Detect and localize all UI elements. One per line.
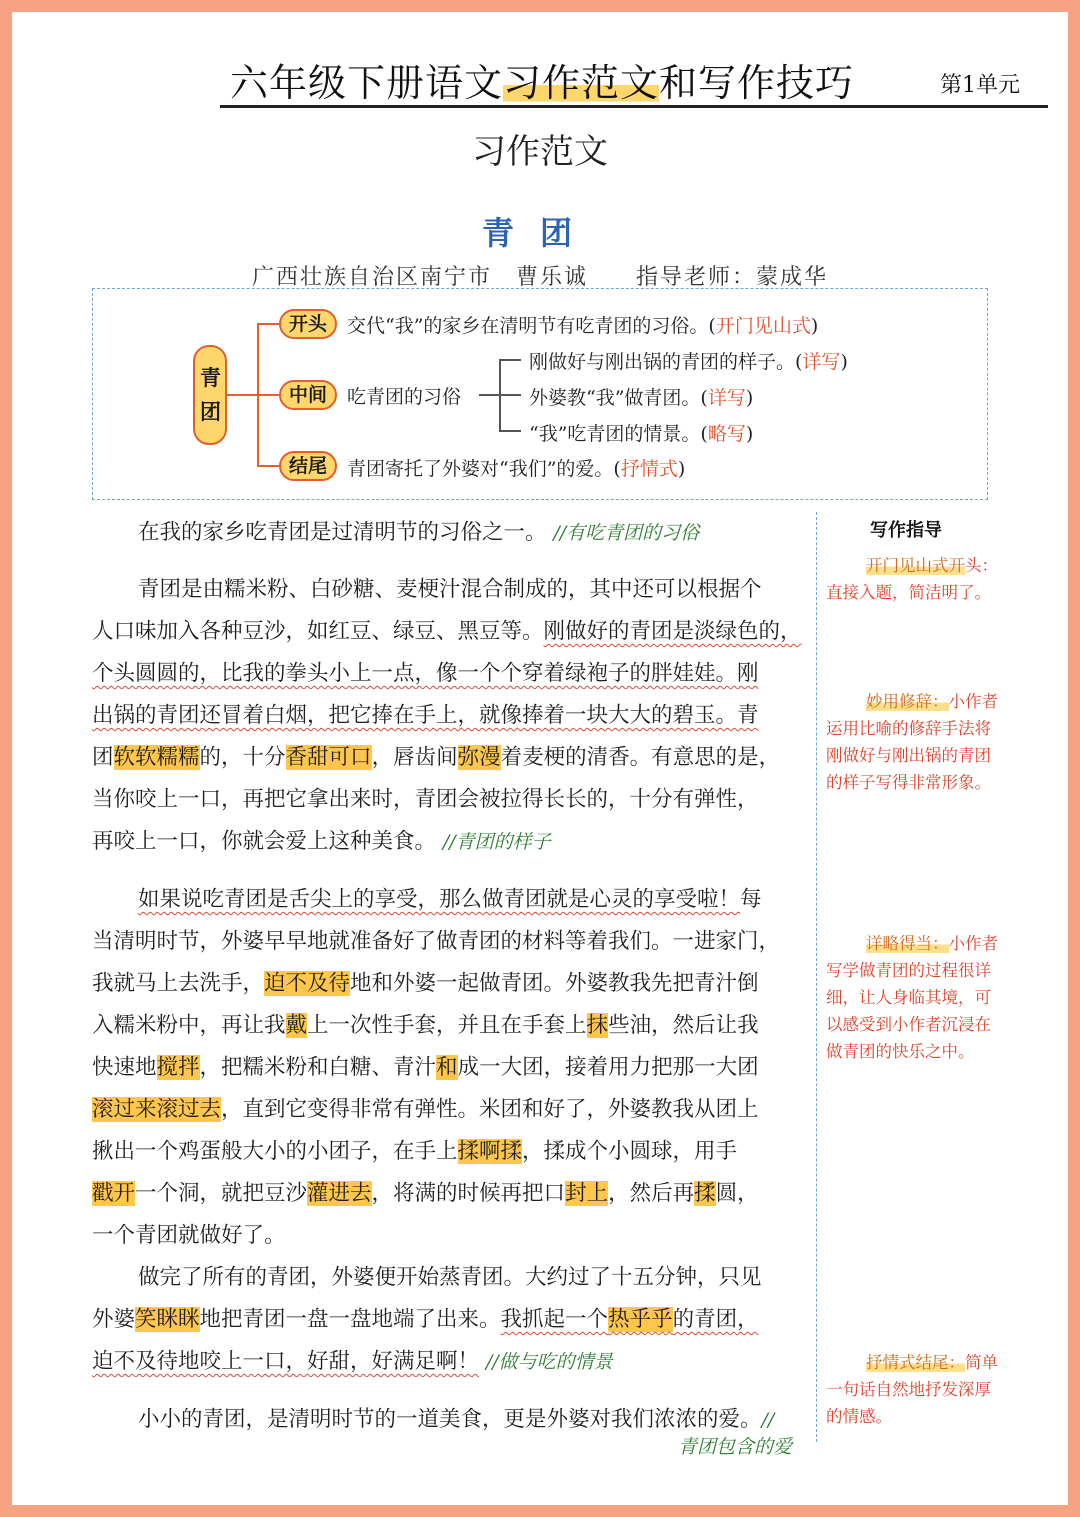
paragraph-3-line: 快速地搅拌，把糯米粉和白糖、青汁和成一大团，接着用力把那一大团 xyxy=(92,1055,759,1080)
paragraph-1: 在我的家乡吃青团是过清明节的习俗之一。 //有吃青团的习俗 xyxy=(138,520,700,545)
connector xyxy=(479,394,499,396)
page xyxy=(12,12,1068,1505)
outline-node-middle: 中间 xyxy=(279,380,337,410)
margin-note: //做与吃的情景 xyxy=(485,1351,613,1373)
margin-note: //有吃青团的习俗 xyxy=(553,522,700,544)
paragraph-4-line: 做完了所有的青团，外婆便开始蒸青团。大约过了十五分钟，只见 xyxy=(138,1265,762,1290)
paragraph-3-line: 滚过来滚过去，直到它变得非常有弹性。米团和好了，外婆教我从团上 xyxy=(92,1097,759,1122)
connector xyxy=(499,430,521,432)
title-rule xyxy=(220,105,1048,108)
sidebar-heading: 写作指导 xyxy=(870,520,942,541)
outline-node-opening: 开头 xyxy=(279,309,337,339)
connector xyxy=(499,394,521,396)
main-title: 六年级下册语文习作范文和写作技巧 xyxy=(230,61,855,105)
section-title: 习作范文 xyxy=(472,132,608,172)
sidebar-tip: 详略得当：小作者写学做青团的过程很详细，让人身临其境，可以感受到小作者沉浸在做青团的快乐之中。 xyxy=(826,934,998,1061)
connector xyxy=(257,394,279,396)
paragraph-2-line: 青团是由糯米粉、白砂糖、麦梗汁混合制成的，其中还可以根据个 xyxy=(138,577,762,602)
column-divider xyxy=(816,512,817,1442)
paragraph-3-line: 我就马上去洗手，迫不及待地和外婆一起做青团。外婆教我先把青汁倒 xyxy=(92,971,759,996)
outline-opening-text: 交代“我”的家乡在清明节有吃青团的习俗。(开门见山式) xyxy=(347,315,819,337)
sidebar-tip: 抒情式结尾：简单一句话自然地抒发深厚的情感。 xyxy=(826,1353,998,1426)
unit-label: 第1单元 xyxy=(940,73,1020,98)
paragraph-5: 小小的青团，是清明时节的一道美食，更是外婆对我们浓浓的爱。// xyxy=(138,1407,775,1432)
paragraph-2-line: 人口味加入各种豆沙，如红豆、绿豆、黑豆等。刚做好的青团是淡绿色的， xyxy=(92,619,802,644)
outline-node-ending: 结尾 xyxy=(279,451,337,481)
outline-middle-item: 外婆教“我”做青团。(详写) xyxy=(529,387,754,409)
paragraph-3-line: 如果说吃青团是舌尖上的享受，那么做青团就是心灵的享受啦！每 xyxy=(138,887,762,912)
outline-ending-text: 青团寄托了外婆对“我们”的爱。(抒情式) xyxy=(347,458,686,480)
author-line: 广西壮族自治区南宁市 曹乐诚 指导老师：蒙成华 xyxy=(251,265,828,290)
outline-root-label: 青团 xyxy=(200,365,221,424)
structure-outline xyxy=(92,288,988,500)
paragraph-3-line: 入糯米粉中，再让我戴上一次性手套，并且在手套上抹些油，然后让我 xyxy=(92,1013,759,1038)
paragraph-3-line: 揪出一个鸡蛋般大小的小团子，在手上揉啊揉，揉成个小圆球，用手 xyxy=(92,1139,738,1164)
connector xyxy=(499,359,521,361)
outline-middle-item: “我”吃青团的情景。(略写) xyxy=(529,423,754,445)
outline-middle-item: 刚做好与刚出锅的青团的样子。(详写) xyxy=(529,351,848,373)
outline-middle-text: 吃青团的习俗 xyxy=(347,386,462,408)
paragraph-2-line: 再咬上一口，你就会爱上这种美食。 //青团的样子 xyxy=(92,829,551,854)
essay-title: 青团 xyxy=(481,214,598,252)
connector xyxy=(257,323,279,325)
paragraph-2-line: 个头圆圆的，比我的拳头小上一点，像一个个穿着绿袍子的胖娃娃。刚 xyxy=(92,661,759,686)
paragraph-4-line: 外婆笑眯眯地把青团一盘一盘地端了出来。我抓起一个热乎乎的青团， xyxy=(92,1307,759,1332)
paragraph-2-line: 出锅的青团还冒着白烟，把它捧在手上，就像捧着一块大大的碧玉。青 xyxy=(92,703,759,728)
outline-root xyxy=(193,345,227,445)
sidebar-tip: 开门见山式开头：直接入题，简洁明了。 xyxy=(826,556,998,602)
margin-note: 青团包含的爱 xyxy=(678,1436,793,1458)
paragraph-3-line: 一个青团就做好了。 xyxy=(92,1223,286,1248)
connector xyxy=(227,394,257,396)
paragraph-3-line: 戳开一个洞，就把豆沙灌进去，将满的时候再把口封上，然后再揉圆， xyxy=(92,1181,759,1206)
paragraph-4-line: 迫不及待地咬上一口，好甜，好满足啊！ //做与吃的情景 xyxy=(92,1349,613,1374)
paragraph-2-line: 团软软糯糯的，十分香甜可口，唇齿间弥漫着麦梗的清香。有意思的是， xyxy=(92,745,781,770)
sidebar-tip: 妙用修辞：小作者运用比喻的修辞手法将刚做好与刚出锅的青团的样子写得非常形象。 xyxy=(826,692,998,792)
paragraph-2-line: 当你咬上一口，再把它拿出来时，青团会被拉得长长的，十分有弹性， xyxy=(92,787,759,812)
margin-note: // xyxy=(761,1409,775,1431)
paragraph-3-line: 当清明时节，外婆早早地就准备好了做青团的材料等着我们。一进家门， xyxy=(92,929,781,954)
margin-note: //青团的样子 xyxy=(442,831,551,853)
connector xyxy=(257,465,279,467)
